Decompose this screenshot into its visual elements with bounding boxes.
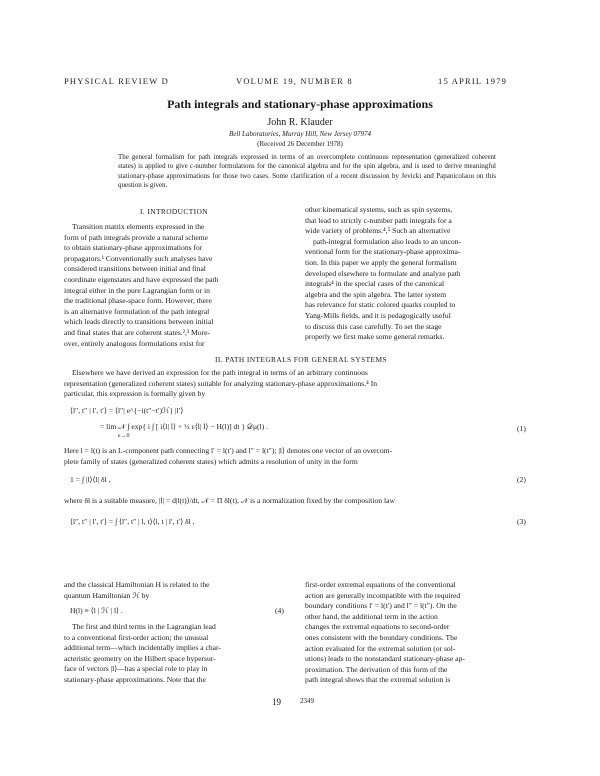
text-line: action evaluated for the extremal solution (or sol-: [305, 643, 456, 653]
text-line: particular, this expression is formally given by: [64, 389, 206, 399]
section-2-right-column: [305, 580, 537, 686]
section-1-right-column: [305, 205, 537, 343]
text-line: ones consistent with the boundary conditions. The: [305, 632, 458, 642]
text-line: other hand, the additional term in the action: [305, 611, 438, 621]
text-line: coordinate eigenstates and have expressed the path: [64, 274, 219, 284]
text-line: stationary-phase approximations. Note that the: [64, 674, 206, 684]
equation-3: ⟨l″, t″ | l′, t′⟩ = ∫ ⟨l″, t″ | l, t⟩⟨l, t | l′, t′⟩ δl ,: [70, 517, 195, 526]
text-line: to discuss this case carefully. To set the stage: [305, 321, 442, 331]
text-line: representation (generalized coherent states) suitable for analyzing stationary-phase approximations.⁴ In: [64, 378, 378, 388]
equation-3-number: (3): [517, 517, 526, 526]
page-number: 19: [272, 697, 281, 707]
text-line: form of path integrals provide a natural scheme: [64, 232, 209, 242]
text-line: acteristic geometry on the Hilbert space hypersur-: [64, 653, 216, 663]
text-line: additional term—which incidentally implies a char-: [64, 643, 221, 653]
equation-1-number: (1): [517, 424, 526, 433]
section-2-after-eq2: where δl is a suitable measure, |l̇| = d|l(t)⟩/dt, 𝒩 = Π δl(t), 𝒩 is a normalization fixed by the composition law: [64, 496, 395, 505]
text-line: proximation. The derivation of this form of the: [305, 664, 448, 674]
text-line: ventional form for the stationary-phase approxima-: [305, 247, 461, 257]
text-line: properly we first make some general remarks.: [305, 332, 445, 342]
issue-date: 15 APRIL 1979: [438, 76, 508, 86]
text-line: to a conventional first-order action; the unusual: [64, 632, 209, 642]
text-line: boundary conditions l′ = l(t′) and l″ = l(t″). On the: [305, 601, 457, 611]
text-line: wide variety of problems.⁴,⁵ Such an alternative: [305, 226, 451, 236]
text-line: developed elsewhere to formulate and analyze path: [305, 268, 461, 278]
text-line: Here l = l(t) is an L-component path connecting l′ = l(t′) and l″ = l(t″); |l⟩ denotes one vector of an overcom-: [64, 446, 393, 455]
text-line: propagators.¹ Conventionally such analyses have: [64, 253, 213, 263]
text-line: which leads directly to transitions between initial: [64, 317, 214, 327]
text-line: first-order extremal equations of the conventional: [305, 580, 456, 589]
text-line: integrals⁴ in the special cases of the canonical: [305, 279, 445, 289]
text-line: algebra and the spin algebra. The latter system: [305, 289, 447, 299]
equation-2-number: (2): [517, 475, 526, 484]
section-2-left-column: [64, 580, 296, 601]
received-date: (Received 26 December 1978): [257, 140, 343, 148]
text-line: Elsewhere we have derived an expression for the path integral in terms of an arbitrary continuous: [72, 368, 368, 377]
text-line: quantum Hamiltonian ℋ by: [64, 590, 150, 600]
equation-1-limit: ε→0: [118, 433, 130, 439]
text-line: and final states that are coherent states.²,³ More-: [64, 327, 211, 337]
equation-4: H(l) ≡ ⟨l | ℋ | l⟩ .: [70, 606, 123, 615]
section-2-left-column-continued: [64, 622, 296, 686]
text-line: the traditional phase-space form. However, there: [64, 296, 212, 306]
section-2-intro: [64, 368, 540, 400]
paper-title: Path integrals and stationary-phase approximations: [167, 97, 433, 111]
text-line: path-integral formulation also leads to an uncon-: [313, 236, 462, 246]
text-line: changes the extremal equations to second-order: [305, 622, 450, 632]
text-line: and the classical Hamiltonian H is related to the: [64, 580, 210, 589]
section-2-after-eq1: [64, 446, 540, 467]
equation-1-line-1: ⟨l″, t″ | l′, t′⟩ = ⟨l″| e^{−i(t″−t′)ℋ} |l′⟩: [70, 406, 184, 415]
text-line: integral either in the pure Lagrangian form or in: [64, 285, 210, 295]
text-line: Transition matrix elements expressed in the: [72, 222, 205, 231]
section-2-heading: II. PATH INTEGRALS FOR GENERAL SYSTEMS: [215, 355, 387, 364]
equation-4-number: (4): [275, 606, 284, 615]
text-line: face of vectors |l⟩—has a special role to play in: [64, 664, 208, 674]
text-line: tion. In this paper we apply the general formalism: [305, 257, 457, 267]
author-name: John R. Klauder: [267, 117, 333, 128]
text-line: The first and third terms in the Lagrangian lead: [72, 622, 216, 631]
affiliation: Bell Laboratories, Murray Hill, New Jersey 07974: [229, 130, 371, 138]
text-line: path integral shows that the extremal solution is: [305, 675, 451, 685]
volume-number: VOLUME 19, NUMBER 8: [236, 76, 353, 86]
equation-1-line-2: = lim 𝒩 ∫ exp{ i ∫ [ i⟨l| l̇⟩ + ½ ε⟨l̇| l̇⟩ − H(l)] dt } 𝒟μ(l) .: [100, 422, 268, 431]
text-line: is an alternative formulation of the path integral: [64, 306, 210, 316]
text-line: plete family of states (generalized coherent states) which admits a resolution of unity in the form: [64, 456, 358, 466]
text-line: other kinematical systems, such as spin systems,: [305, 205, 453, 214]
section-1-heading: I. INTRODUCTION: [140, 207, 208, 216]
page-code: 2349: [300, 697, 314, 705]
text-line: action are generally incompatible with the required: [305, 590, 461, 600]
text-line: Yang-Mills fields, and it is pedagogically useful: [305, 310, 451, 320]
text-line: considered transitions between initial and final: [64, 264, 206, 274]
abstract: The general formalism for path integrals expressed in terms of an overcomplete continuous representation (generalized coherent states) is applied to give c-number formulations for the canonical algebra and for the spin algebra, and is used to derive meaningful stationary-phase approximations for those two cases. Some clarification of a recent discussion by Jevicki and Papanicolaou on this question is given.: [118, 153, 496, 190]
section-1-left-column: [64, 222, 294, 349]
text-line: over, entirely analogous formulations exist for: [64, 338, 205, 348]
text-line: that lead to strictly c-number path integrals for a: [305, 215, 452, 225]
equation-2: 1 = ∫ |l⟩⟨l| δl ,: [70, 475, 111, 484]
text-line: has relevance for static colored quarks coupled to: [305, 300, 456, 310]
text-line: utions) leads to the nonstandard stationary-phase ap-: [305, 654, 465, 664]
text-line: to obtain stationary-phase approximations for: [64, 243, 203, 253]
journal-name: PHYSICAL REVIEW D: [64, 76, 169, 86]
